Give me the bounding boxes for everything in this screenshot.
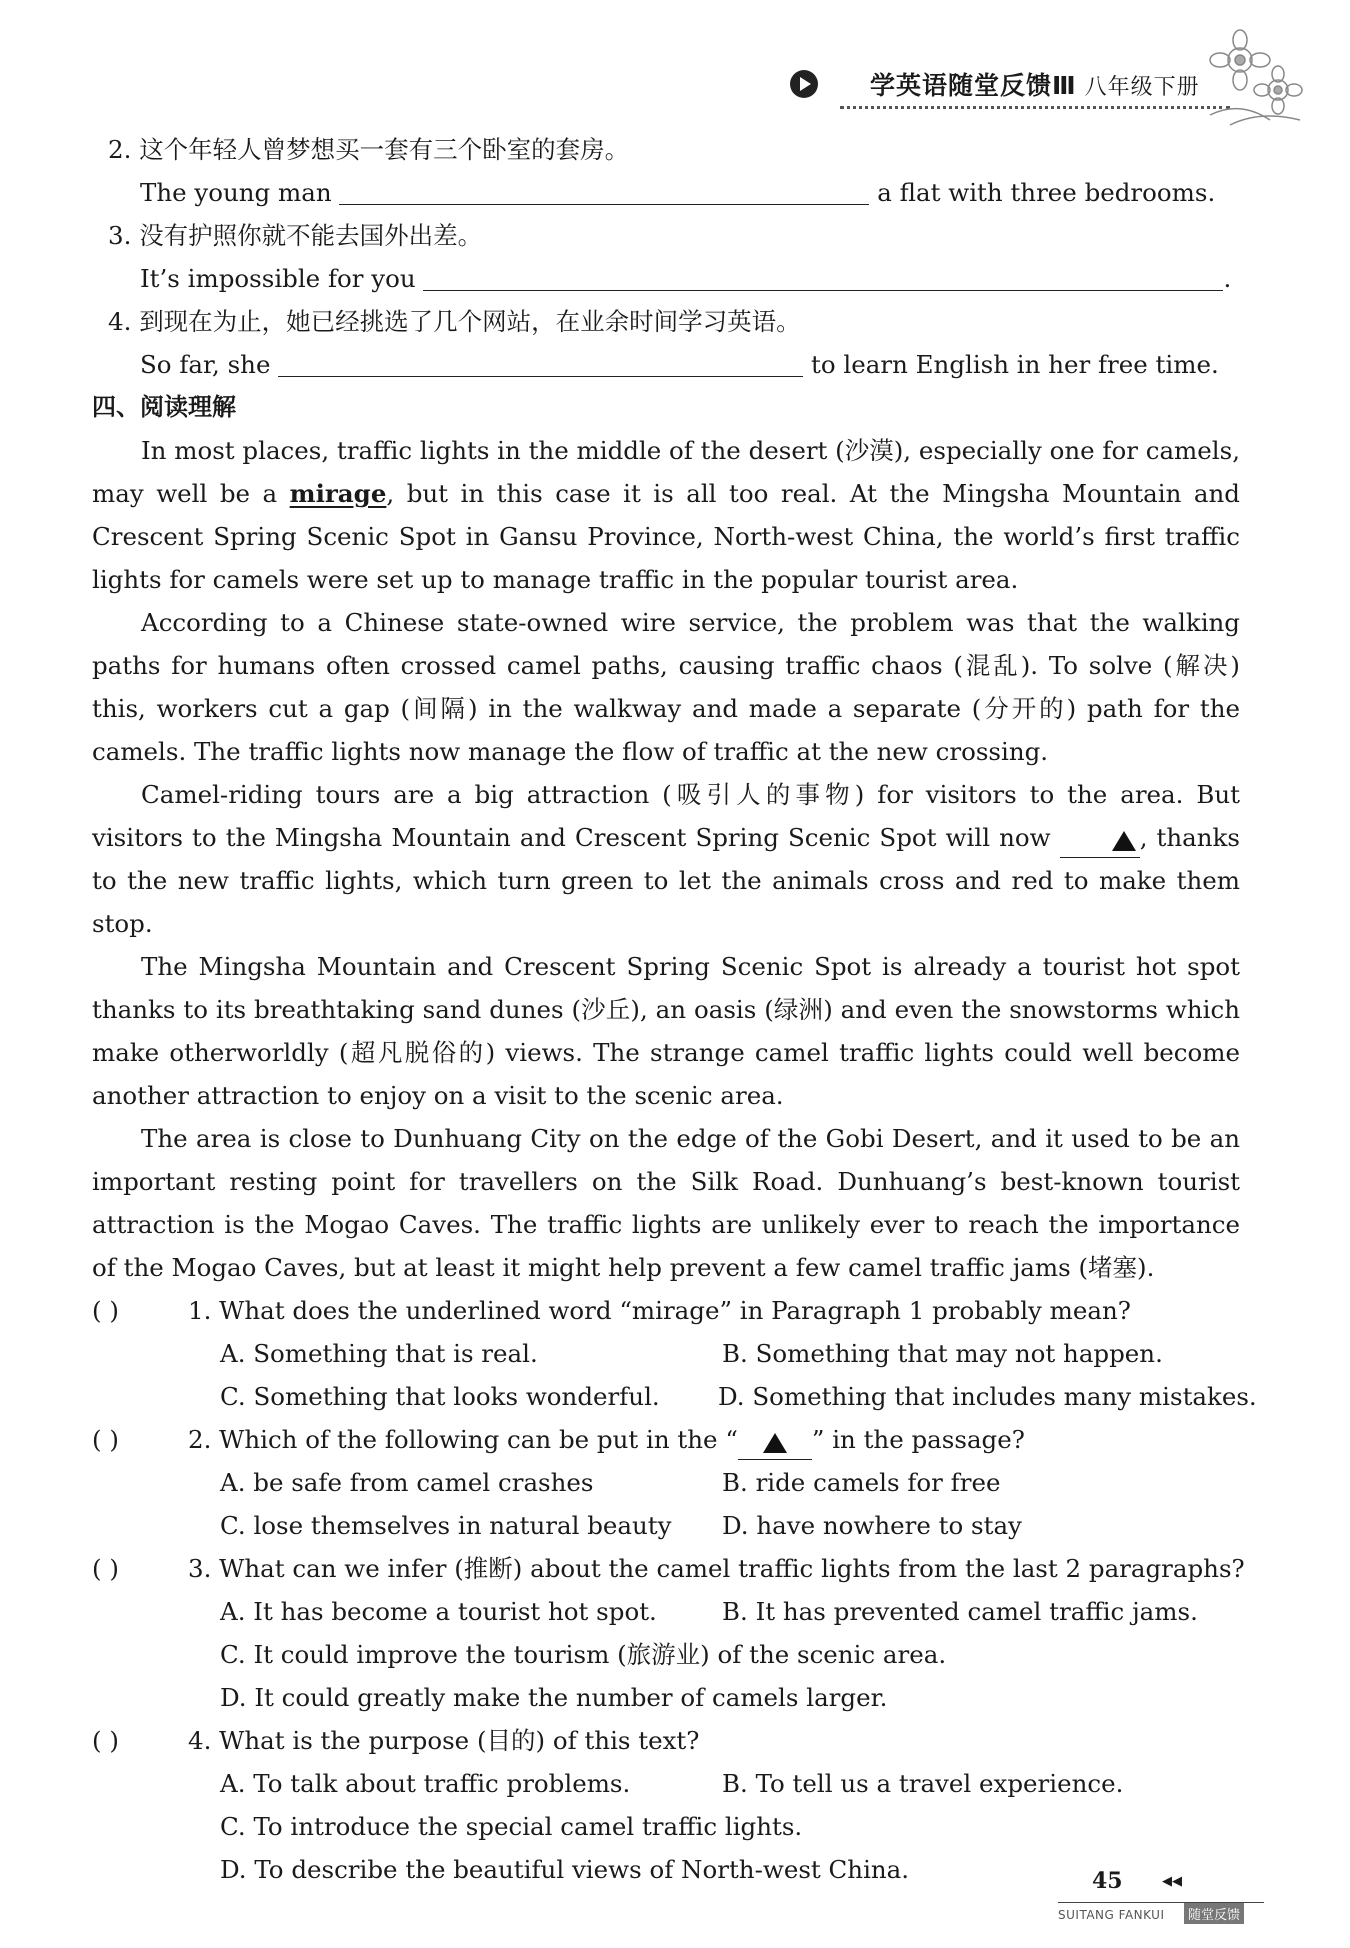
answer-paren[interactable]: ( ) xyxy=(92,1425,119,1454)
question-4 xyxy=(92,1719,1240,1762)
question-4-options-ab xyxy=(92,1762,1240,1805)
q-number: 2. xyxy=(108,135,132,164)
book-title-text: 学英语随堂反馈Ⅲ xyxy=(870,71,1077,100)
q-en-end: a flat with three bedrooms. xyxy=(877,178,1216,207)
arrows-icon: ◀◀ xyxy=(1162,1874,1182,1889)
option-a: A. Something that is real. xyxy=(220,1339,538,1368)
play-icon xyxy=(790,70,818,98)
translation-q4-chinese xyxy=(92,300,1240,343)
q-en-start: The young man xyxy=(140,178,332,207)
question-2-options-ab xyxy=(92,1461,1240,1504)
passage-paragraph-3 xyxy=(92,773,1240,945)
triangle-icon xyxy=(763,1433,787,1453)
question-4-option-c xyxy=(92,1805,1240,1848)
footer-brand-badge: 随堂反馈 xyxy=(1184,1903,1244,1924)
book-subtitle: 八年级下册 xyxy=(1084,75,1200,100)
paragraph-text: In most places, traffic lights in the middle of the desert (沙漠), especially one for camels, may well be a xyxy=(92,436,1240,508)
q-chinese-text: 没有护照你就不能去国外出差。 xyxy=(139,221,483,250)
option-b: B. It has prevented camel traffic jams. xyxy=(722,1597,1198,1626)
paragraph-text: Camel-riding tours are a big attraction (吸引人的事物) for visitors to the area. But visitors to the Mingsha Mountain and Crescent Spring Scenic Spot will now xyxy=(92,780,1240,852)
passage-paragraph-5: The area is close to Dunhuang City on the edge of the Gobi Desert, and it used to be an important resting point for travellers on the Silk Road. Dunhuang’s best-known tourist attraction is the Mogao Caves. The traffic lights are unlikely ever to reach the importance of the Mogao Caves, but at least it might help prevent a few camel traffic jams (堵塞). xyxy=(92,1124,1240,1282)
passage-paragraph-4: The Mingsha Mountain and Crescent Spring Scenic Spot is already a tourist hot spot thanks to its breathtaking sand dunes (沙丘), an oasis (绿洲) and even the snowstorms which make otherworldly (超凡脱俗的) views. The strange camel traffic lights could well become another attraction to enjoy on a visit to the scenic area. xyxy=(92,952,1240,1110)
option-b: B. To tell us a travel experience. xyxy=(722,1769,1124,1798)
option-a: A. It has become a tourist hot spot. xyxy=(220,1597,657,1626)
triangle-blank[interactable] xyxy=(1060,827,1140,858)
page-header xyxy=(790,54,1240,114)
question-1 xyxy=(92,1289,1240,1332)
translation-q4-english xyxy=(92,343,1240,386)
q-en-start: So far, she xyxy=(140,350,271,379)
question-4-option-d xyxy=(92,1848,1240,1891)
q-number: 4. xyxy=(108,307,132,336)
question-1-options-ab xyxy=(92,1332,1240,1375)
translation-q3-english xyxy=(92,257,1240,300)
q-en-end: to learn English in her free time. xyxy=(811,350,1219,379)
question-stem-text: ” in the passage? xyxy=(811,1425,1025,1454)
option-d: D. It could greatly make the number of camels larger. xyxy=(220,1683,888,1712)
question-3-option-d xyxy=(92,1676,1240,1719)
answer-paren[interactable]: ( ) xyxy=(92,1296,119,1325)
triangle-icon xyxy=(1112,831,1136,851)
translation-q3-chinese xyxy=(92,214,1240,257)
book-title xyxy=(870,66,1200,102)
question-2 xyxy=(92,1418,1240,1461)
translation-q2-english xyxy=(92,171,1240,214)
option-a: A. To talk about traffic problems. xyxy=(220,1769,631,1798)
paragraph-text: , but in this case it is all too real. At the Mingsha Mountain and Crescent Spring Scenic Spot in Gansu Province, North-west China, the world’s first traffic lights for camels were set up to manage traffic in the popular tourist area. xyxy=(92,479,1240,594)
page-content xyxy=(92,128,1257,1891)
option-b: B. ride camels for free xyxy=(722,1468,1001,1497)
option-c: C. To introduce the special camel traffic lights. xyxy=(220,1812,803,1841)
triangle-blank xyxy=(738,1429,812,1460)
translation-q2-chinese xyxy=(92,128,1240,171)
passage-paragraph-2: According to a Chinese state-owned wire service, the problem was that the walking paths for humans often crossed camel paths, causing traffic chaos (混乱). To solve (解决) this, workers cut a gap (间隔) in the walkway and made a separate (分开的) path for the camels. The traffic lights now manage the flow of traffic at the new crossing. xyxy=(92,608,1240,766)
question-stem: 3. What can we infer (推断) about the camel traffic lights from the last 2 paragraphs? xyxy=(188,1554,1245,1583)
question-2-options-cd xyxy=(92,1504,1240,1547)
option-d: D. have nowhere to stay xyxy=(722,1511,1022,1540)
header-divider xyxy=(840,106,1230,109)
paragraph-text: , thanks to the new traffic lights, which turn green to let the animals cross and red to make them stop. xyxy=(92,823,1240,938)
q-en-end: . xyxy=(1223,264,1232,293)
option-c: C. lose themselves in natural beauty xyxy=(220,1511,672,1540)
option-c: C. It could improve the tourism (旅游业) of the scenic area. xyxy=(220,1640,947,1669)
answer-blank[interactable] xyxy=(278,346,803,377)
question-stem: 1. What does the underlined word “mirage” in Paragraph 1 probably mean? xyxy=(188,1296,1131,1325)
question-3-options-ab xyxy=(92,1590,1240,1633)
option-c: C. Something that looks wonderful. xyxy=(220,1382,660,1411)
q-en-start: It’s impossible for you xyxy=(140,264,416,293)
question-stem xyxy=(188,1418,1025,1461)
answer-paren[interactable]: ( ) xyxy=(92,1554,119,1583)
q-number: 3. xyxy=(108,221,132,250)
option-a: A. be safe from camel crashes xyxy=(220,1468,594,1497)
question-stem-text: 2. Which of the following can be put in the “ xyxy=(188,1425,738,1454)
q-chinese-text: 这个年轻人曾梦想买一套有三个卧室的套房。 xyxy=(139,135,630,164)
answer-blank[interactable] xyxy=(339,174,869,205)
question-3-option-c xyxy=(92,1633,1240,1676)
option-d: D. Something that includes many mistakes. xyxy=(718,1382,1257,1411)
option-d: D. To describe the beautiful views of North-west China. xyxy=(220,1855,910,1884)
passage-paragraph-1 xyxy=(92,429,1240,601)
q-chinese-text: 到现在为止，她已经挑选了几个网站，在业余时间学习英语。 xyxy=(139,307,801,336)
page-number: 45 xyxy=(1092,1868,1123,1894)
option-b: B. Something that may not happen. xyxy=(722,1339,1163,1368)
question-3 xyxy=(92,1547,1245,1590)
answer-paren[interactable]: ( ) xyxy=(92,1726,119,1755)
flower-decoration-icon xyxy=(1200,20,1310,130)
question-stem: 4. What is the purpose (目的) of this text? xyxy=(188,1726,700,1755)
footer-brand-en: SUITANG FANKUI xyxy=(1058,1908,1165,1922)
question-1-options-cd xyxy=(92,1375,1257,1418)
underlined-word: mirage xyxy=(289,479,387,508)
section-title: 四、阅读理解 xyxy=(92,393,236,421)
answer-blank[interactable] xyxy=(423,260,1223,291)
